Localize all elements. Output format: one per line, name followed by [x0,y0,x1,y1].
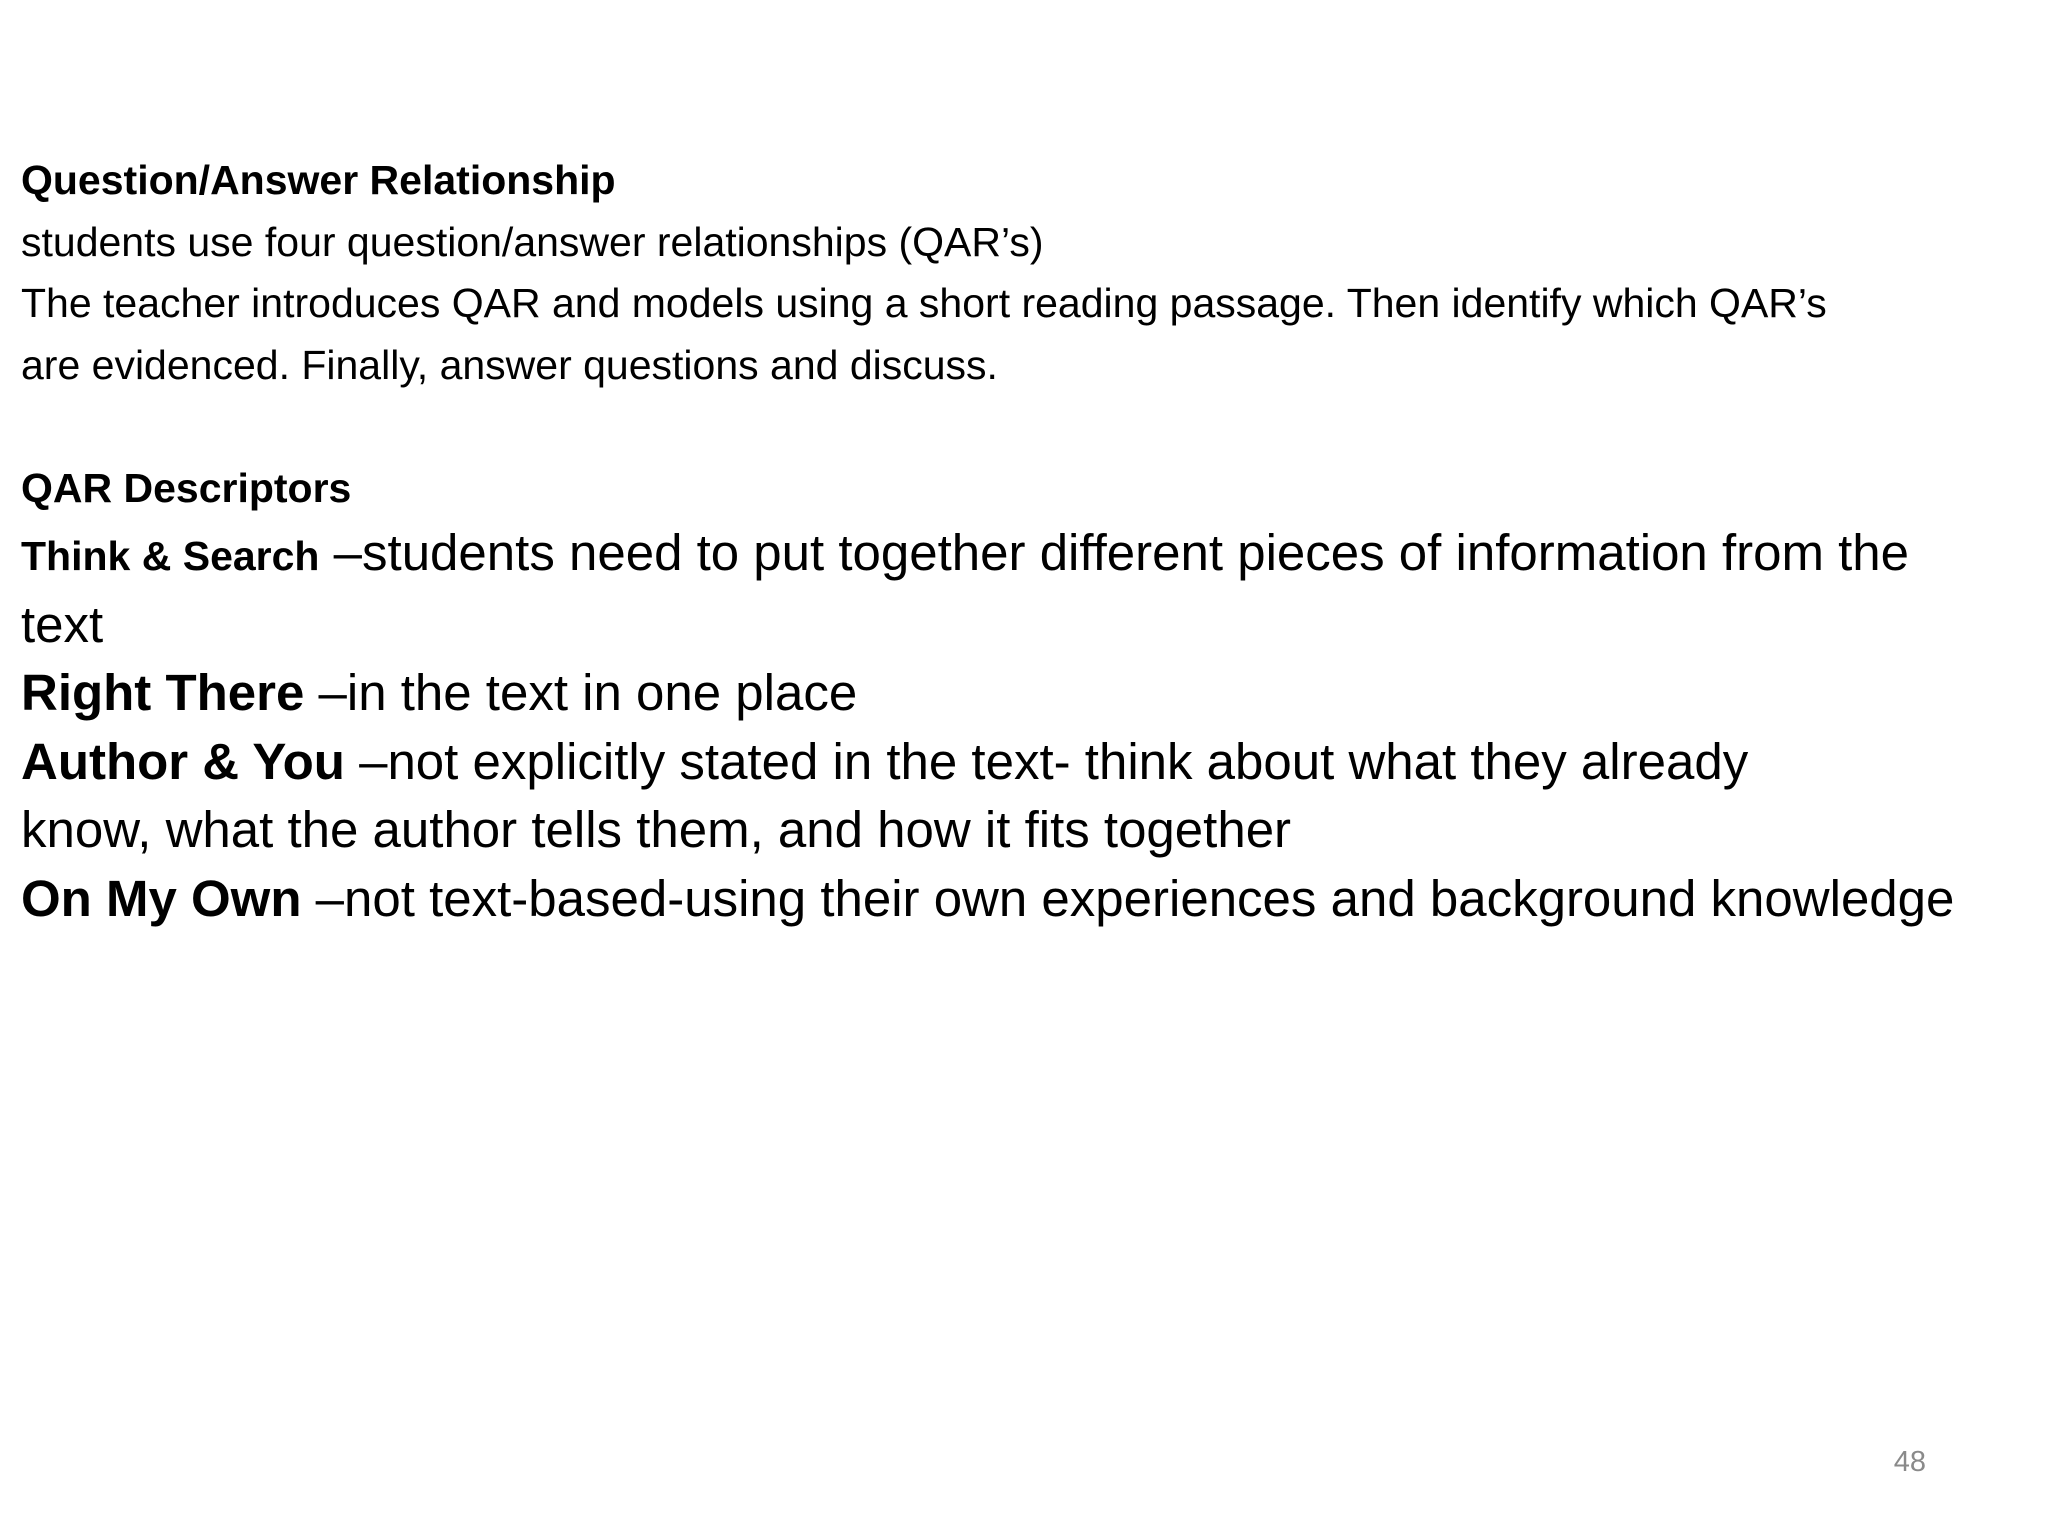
descriptor-term: On My Own [21,869,302,927]
descriptor-on-my-own [21,865,2041,934]
descriptor-term: Think & Search [21,533,320,579]
intro-line-3: are evidenced. Finally, answer questions and discuss. [21,341,998,388]
descriptor-right-there [21,659,2041,728]
descriptor-text-continued: text [21,595,104,653]
descriptor-text-continued: know, what the author tells them, and how it fits together [21,801,1292,858]
spacer [21,396,2041,458]
descriptor-term: Right There [21,664,305,721]
descriptor-text: –not text-based-using their own experiences and background knowledge [315,869,1955,927]
descriptor-text: –in the text in one place [318,664,858,721]
descriptor-text: –students need to put together different pieces of information from the [333,524,1910,581]
descriptor-author-you [21,728,2041,797]
descriptor-think-search [21,519,2041,591]
qar-heading: Question/Answer Relationship [21,157,616,203]
slide-content [21,150,2041,933]
descriptor-text: –not explicitly stated in the text- think about what they already [359,732,1749,790]
descriptor-term: Author & You [21,732,345,790]
page-number: 48 [1893,1446,1926,1478]
intro-line-1: students use four question/answer relationships (QAR’s) [21,218,1044,265]
intro-line-2: The teacher introduces QAR and models using a short reading passage. Then identify which QAR’s [21,280,1827,326]
descriptors-heading: QAR Descriptors [21,464,352,511]
